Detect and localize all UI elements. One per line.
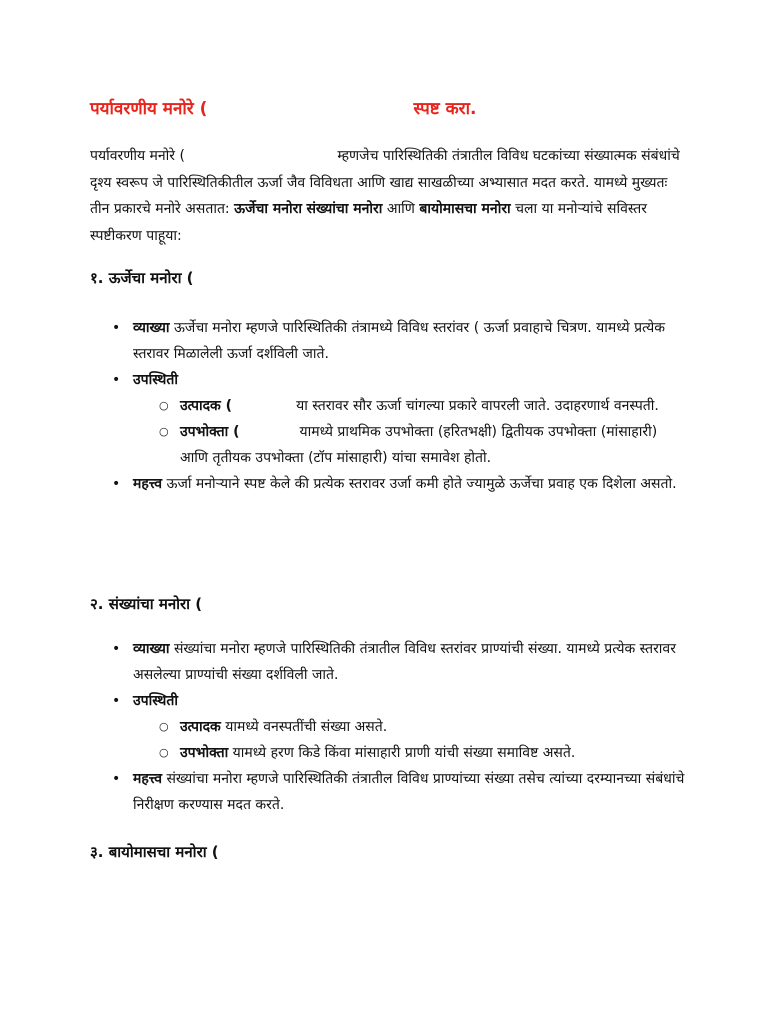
list-item-definition	[0, 315, 693, 367]
importance-text: ऊर्जा मनोऱ्याने स्पष्ट केले की प्रत्येक स्तरावर उर्जा कमी होते ज्यामुळे ऊर्जेचा प्रवाह एक दिशेला असतो.	[166, 476, 677, 492]
section-heading-biomass: ३. बायोमासचा मनोरा (	[90, 843, 219, 861]
list-item-presence	[0, 688, 693, 766]
presence-sublist	[133, 714, 693, 766]
producer-text: यामध्ये वनस्पतींची संख्या असते.	[225, 719, 388, 735]
definition-text: ऊर्जेचा मनोरा म्हणजे पारिस्थितिकी तंत्रामध्ये विविध स्तरांवर ( ऊर्जा प्रवाहाचे चित्रण. यामध्ये प्रत्येक स्तरावर मिळालेली ऊर्जा दर्शविली जाते.	[133, 320, 665, 362]
presence-label: उपस्थिती	[133, 693, 178, 709]
list-item-importance	[0, 471, 693, 497]
intro-bold-energy: ऊर्जेचा मनोरा	[234, 201, 302, 217]
consumer-label: उपभोक्ता (	[180, 424, 240, 440]
intro-bold-numbers: संख्यांचा मनोरा	[306, 201, 383, 217]
section-list-numbers	[0, 636, 693, 818]
importance-text: संख्यांचा मनोरा म्हणजे पारिस्थितिकी तंत्रातील विविध प्राण्यांच्या संख्या तसेच त्यांच्या दरम्यानच्या संबंधांचे निरीक्षण करण्यास मदत करते.	[133, 771, 685, 813]
intro-text-1: पर्यावरणीय मनोरे (	[90, 148, 185, 164]
title-part-1: पर्यावरणीय मनोरे (	[90, 99, 208, 119]
presence-label: उपस्थिती	[133, 372, 178, 388]
consumer-text: यामध्ये हरण किडे किंवा मांसाहारी प्राणी यांची संख्या समाविष्ट असते.	[232, 745, 576, 761]
sublist-item-producer	[180, 393, 680, 419]
producer-label: उत्पादक	[180, 719, 221, 735]
sublist-item-consumer	[180, 419, 680, 471]
importance-label: महत्त्व	[133, 476, 162, 492]
consumer-label: उपभोक्ता	[180, 745, 229, 761]
sublist-item-consumer	[180, 740, 680, 766]
intro-bold-biomass: बायोमासचा मनोरा	[419, 201, 511, 217]
intro-paragraph	[90, 143, 690, 249]
sublist-item-producer	[180, 714, 680, 740]
definition-label: व्याख्या	[133, 320, 170, 336]
consumer-text: यामध्ये प्राथमिक उपभोक्ता (हरितभक्षी) द्वितीयक उपभोक्ता (मांसाहारी) आणि तृतीयक उपभोक्ता (टॉप मांसाहारी) यांचा समावेश होतो.	[180, 424, 658, 466]
list-item-presence	[0, 367, 693, 471]
definition-text: संख्यांचा मनोरा म्हणजे पारिस्थितिकी तंत्रातील विविध स्तरांवर प्राण्यांची संख्या. यामध्ये प्रत्येक स्तरावर असलेल्या प्राण्यांची संख्या दर्शविली जाते.	[133, 641, 676, 683]
section-heading-energy: १. ऊर्जेचा मनोरा (	[90, 269, 194, 287]
section-heading-numbers: २. संख्यांचा मनोरा (	[90, 595, 203, 613]
title-part-2: स्पष्ट करा.	[413, 99, 477, 119]
intro-text-and: आणि	[386, 201, 415, 217]
intro-text-4: चला या मनोऱ्यांचे सविस्तर स्पष्टीकरण पाहूया:	[90, 201, 648, 244]
producer-label: उत्पादक (	[180, 398, 233, 414]
list-item-importance	[0, 766, 693, 818]
importance-label: महत्त्व	[133, 771, 162, 787]
producer-text: या स्तरावर सौर ऊर्जा चांगल्या प्रकारे वापरली जाते. उदाहरणार्थ वनस्पती.	[296, 398, 659, 414]
definition-label: व्याख्या	[133, 641, 170, 657]
list-item-definition	[0, 636, 693, 688]
intro-text-2: म्हणजेच पारिस्थितिकी तंत्रातील विविध घटकांच्या संख्यात्मक संबंधांचे दृश्य स्वरूप जे पारिस्थितिकीतील ऊर्जा जैव विविधता आणि खाद्य साखळीच्या अभ्यासात मदत करते. यामध्ये मुख्यतः तीन प्रकारचे मनोरे असतात:	[90, 148, 680, 217]
presence-sublist	[133, 393, 693, 471]
document-title	[90, 96, 476, 119]
section-list-energy	[0, 315, 693, 497]
